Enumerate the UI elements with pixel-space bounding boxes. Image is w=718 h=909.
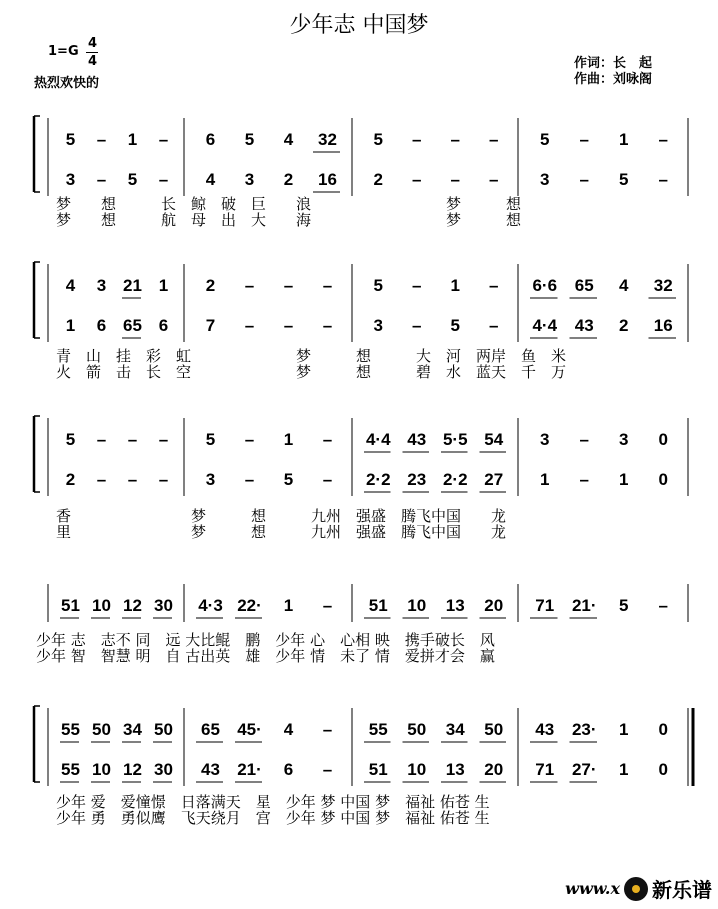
note: 5 xyxy=(619,170,629,189)
extension-dash: – xyxy=(96,430,107,449)
note: 7 xyxy=(205,316,216,335)
lyric-line: 梦 想 长 鲸 破 巨 浪 梦 想 xyxy=(56,195,522,213)
note: 3 xyxy=(96,276,107,295)
note: 1 xyxy=(619,720,629,739)
note: 10 xyxy=(407,596,427,615)
extension-dash: – xyxy=(489,316,499,335)
note: 50 xyxy=(484,720,504,739)
lyricist: 作词：长 起 xyxy=(574,56,653,71)
extension-dash: – xyxy=(489,130,499,149)
note: 50 xyxy=(92,720,111,739)
note: 50 xyxy=(154,720,173,739)
extension-dash: – xyxy=(322,720,333,739)
extension-dash: – xyxy=(158,130,169,149)
note: 6 xyxy=(96,316,107,335)
note: 34 xyxy=(445,720,465,739)
note: 5 xyxy=(244,130,255,149)
lyric-line: 青 山 挂 彩 虹 梦 想 大 河 两岸 鱼 米 xyxy=(56,347,567,365)
note: 2 xyxy=(65,470,76,489)
lyric-line: 少年 勇 勇似鹰 飞天绕月 宫 少年 梦 中国 梦 福祉 佑苍 生 xyxy=(56,809,490,827)
note: 16 xyxy=(318,170,337,189)
note: 43 xyxy=(574,316,594,335)
time-signature-bottom: 4 xyxy=(88,54,98,69)
lyric-line: 里 梦 想 九州 强盛 腾飞中国 龙 xyxy=(56,523,507,541)
composer: 作曲：刘咏阁 xyxy=(574,72,653,87)
note: 1 xyxy=(283,430,294,449)
note: 51 xyxy=(368,596,388,615)
extension-dash: – xyxy=(96,170,107,189)
note: 65 xyxy=(123,316,142,335)
lyric-line: 香 梦 想 九州 强盛 腾飞中国 龙 xyxy=(56,507,507,525)
note: 34 xyxy=(123,720,142,739)
note: 6 xyxy=(283,760,294,779)
note: 4 xyxy=(65,276,76,295)
note: 0 xyxy=(658,470,668,489)
note: 10 xyxy=(92,760,111,779)
note: 5 xyxy=(65,430,76,449)
extension-dash: – xyxy=(244,470,255,489)
note: 2·2 xyxy=(365,470,391,489)
note: 0 xyxy=(658,760,668,779)
note: 1 xyxy=(283,596,294,615)
extension-dash: – xyxy=(322,596,333,615)
note: 5 xyxy=(127,170,138,189)
note: 5 xyxy=(65,130,76,149)
note: 27· xyxy=(571,760,597,779)
extension-dash: – xyxy=(579,170,589,189)
note: 6·6 xyxy=(532,276,558,295)
note: 3 xyxy=(65,170,76,189)
note: 21 xyxy=(123,276,142,295)
extension-dash: – xyxy=(658,130,668,149)
note: 1 xyxy=(127,130,138,149)
note: 23 xyxy=(407,470,427,489)
lyric-line: 少年 智 智慧 明 自 古出英 雄 少年 情 未了 情 爱拼才会 赢 xyxy=(36,647,495,665)
note: 1 xyxy=(158,276,169,295)
extension-dash: – xyxy=(96,470,107,489)
extension-dash: – xyxy=(127,430,138,449)
note: 32 xyxy=(318,130,337,149)
note: 5 xyxy=(540,130,550,149)
note: 50 xyxy=(407,720,427,739)
note: 4 xyxy=(619,276,629,295)
note: 71 xyxy=(535,760,555,779)
note: 13 xyxy=(445,760,465,779)
note: 71 xyxy=(535,596,555,615)
note: 4 xyxy=(283,130,294,149)
note: 3 xyxy=(619,430,629,449)
extension-dash: – xyxy=(412,276,422,295)
note: 5 xyxy=(373,276,383,295)
note: 21· xyxy=(571,596,597,615)
page-title: 少年志 中国梦 xyxy=(289,13,429,38)
extension-dash: – xyxy=(158,470,169,489)
extension-dash: – xyxy=(412,170,422,189)
note: 3 xyxy=(540,430,550,449)
extension-dash: – xyxy=(658,170,668,189)
extension-dash: – xyxy=(489,276,499,295)
note: 5 xyxy=(205,430,216,449)
extension-dash: – xyxy=(158,430,169,449)
note: 32 xyxy=(653,276,673,295)
note: 2·2 xyxy=(442,470,468,489)
note: 10 xyxy=(407,760,427,779)
note: 5 xyxy=(373,130,383,149)
note: 3 xyxy=(373,316,383,335)
note: 22· xyxy=(237,596,262,615)
note: 54 xyxy=(484,430,504,449)
note: 1 xyxy=(619,130,629,149)
note: 55 xyxy=(368,720,388,739)
extension-dash: – xyxy=(322,276,333,295)
note: 30 xyxy=(154,760,173,779)
note: 5 xyxy=(619,596,629,615)
note: 0 xyxy=(658,720,668,739)
note: 6 xyxy=(205,130,216,149)
note: 65 xyxy=(201,720,220,739)
note: 1 xyxy=(65,316,76,335)
note: 4·4 xyxy=(532,316,558,335)
note: 21· xyxy=(237,760,262,779)
note: 30 xyxy=(154,596,173,615)
note: 5 xyxy=(283,470,294,489)
note: 3 xyxy=(244,170,255,189)
extension-dash: – xyxy=(579,130,589,149)
extension-dash: – xyxy=(489,170,499,189)
note: 4 xyxy=(283,720,294,739)
extension-dash: – xyxy=(322,470,333,489)
note: 5·5 xyxy=(442,430,468,449)
note: 4·4 xyxy=(365,430,391,449)
note: 23· xyxy=(571,720,597,739)
extension-dash: – xyxy=(244,430,255,449)
extension-dash: – xyxy=(579,430,589,449)
note: 65 xyxy=(574,276,594,295)
note: 3 xyxy=(205,470,216,489)
note: 3 xyxy=(540,170,550,189)
note: 4 xyxy=(205,170,216,189)
music-disc-icon xyxy=(624,877,648,901)
note: 43 xyxy=(407,430,427,449)
note: 20 xyxy=(484,596,504,615)
extension-dash: – xyxy=(658,596,668,615)
lyric-line: 梦 想 航 母 出 大 海 梦 想 xyxy=(56,211,522,229)
extension-dash: – xyxy=(322,760,333,779)
note: 6 xyxy=(158,316,169,335)
extension-dash: – xyxy=(450,170,460,189)
extension-dash: – xyxy=(579,470,589,489)
extension-dash: – xyxy=(244,276,255,295)
lyric-line: 少年 志 志不 同 远 大比鲲 鹏 少年 心 心相 映 携手破长 风 xyxy=(36,631,495,649)
watermark-brand: 新乐谱 xyxy=(652,878,712,902)
extension-dash: – xyxy=(283,276,294,295)
note: 2 xyxy=(373,170,383,189)
extension-dash: – xyxy=(450,130,460,149)
note: 4·3 xyxy=(198,596,223,615)
note: 12 xyxy=(123,596,142,615)
note: 1 xyxy=(619,470,629,489)
note: 1 xyxy=(540,470,550,489)
extension-dash: – xyxy=(96,130,107,149)
note: 20 xyxy=(484,760,504,779)
note: 1 xyxy=(450,276,460,295)
watermark-url: www.x xyxy=(565,879,620,898)
extension-dash: – xyxy=(322,430,333,449)
note: 5 xyxy=(450,316,460,335)
note: 2 xyxy=(283,170,294,189)
time-signature-top: 4 xyxy=(88,36,98,51)
note: 51 xyxy=(61,596,80,615)
watermark xyxy=(565,874,712,903)
note: 55 xyxy=(61,720,80,739)
extension-dash: – xyxy=(127,470,138,489)
note: 13 xyxy=(445,596,465,615)
note: 2 xyxy=(205,276,216,295)
extension-dash: – xyxy=(283,316,294,335)
note: 43 xyxy=(201,760,220,779)
lyric-line: 少年 爱 爱憧憬 日落满天 星 少年 梦 中国 梦 福祉 佑苍 生 xyxy=(56,793,490,811)
note: 16 xyxy=(653,316,673,335)
note: 43 xyxy=(535,720,555,739)
extension-dash: – xyxy=(158,170,169,189)
note: 55 xyxy=(61,760,80,779)
note: 51 xyxy=(368,760,388,779)
extension-dash: – xyxy=(322,316,333,335)
tempo-marking: 热烈欢快的 xyxy=(34,76,100,91)
note: 12 xyxy=(123,760,142,779)
note: 45· xyxy=(237,720,262,739)
note: 2 xyxy=(619,316,629,335)
note: 10 xyxy=(92,596,111,615)
note: 1 xyxy=(619,760,629,779)
key-signature: 1=G xyxy=(48,44,79,59)
note: 0 xyxy=(658,430,668,449)
extension-dash: – xyxy=(412,130,422,149)
extension-dash: – xyxy=(244,316,255,335)
extension-dash: – xyxy=(412,316,422,335)
lyric-line: 火 箭 击 长 空 梦 想 碧 水 蓝天 千 万 xyxy=(56,363,567,381)
note: 27 xyxy=(484,470,504,489)
